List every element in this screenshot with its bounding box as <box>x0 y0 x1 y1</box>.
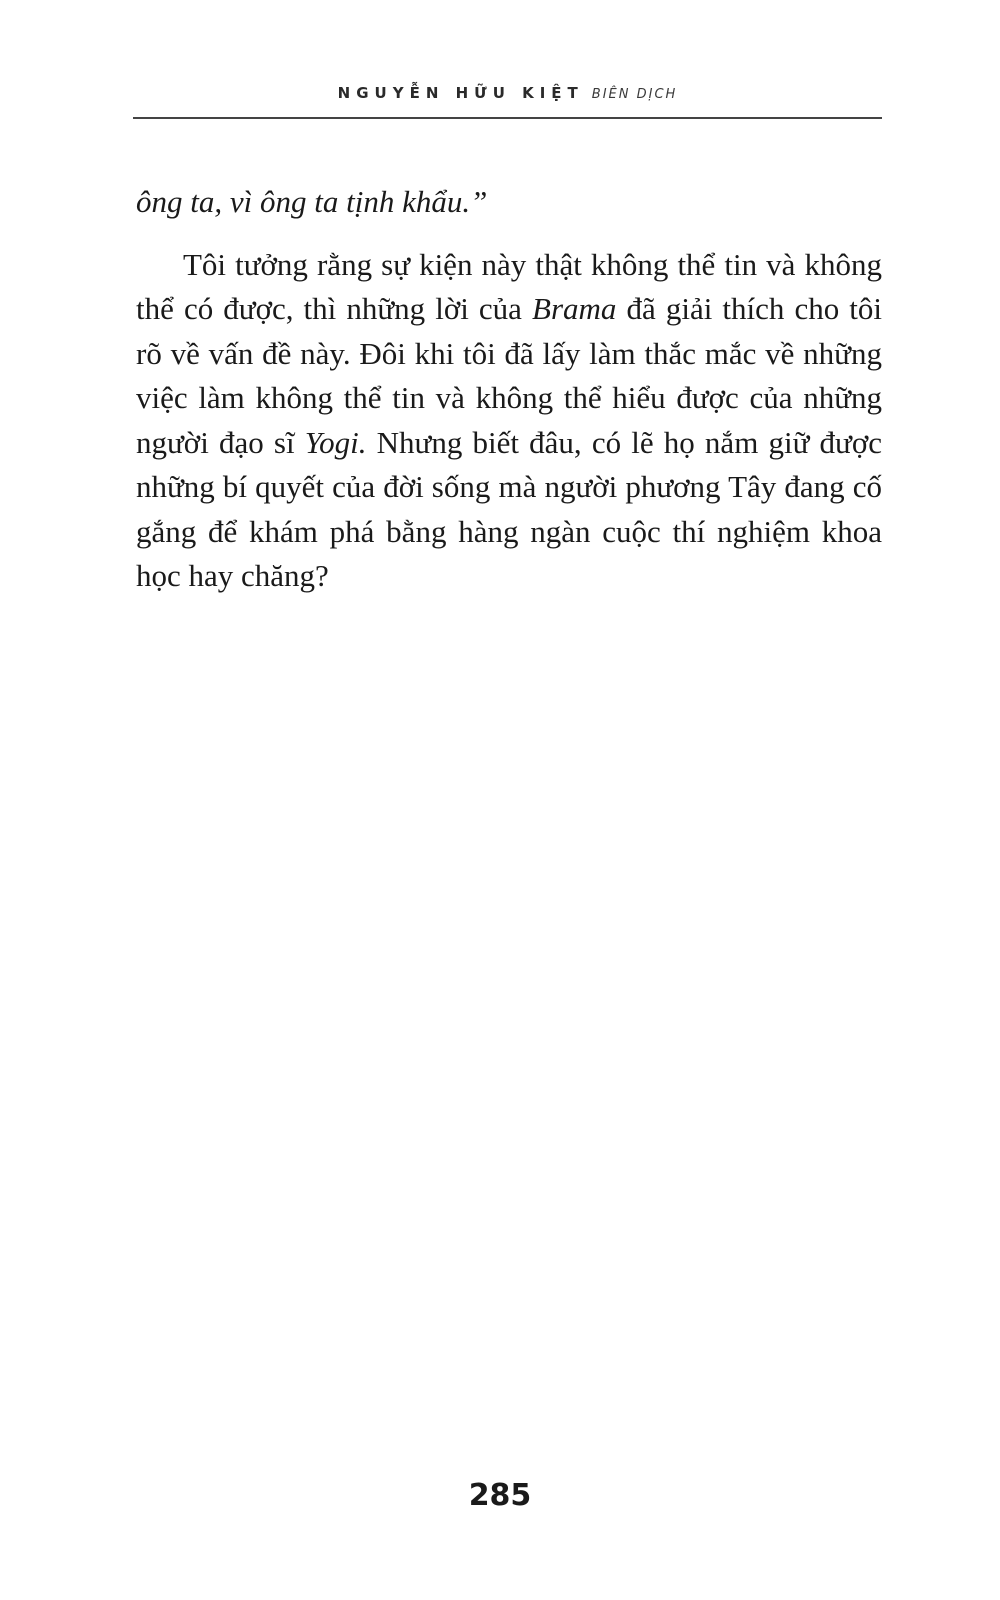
paragraph-text-2: đã giải thích cho tôi rõ về vấn đề này. Đôi khi tôi đã lấy làm thắc mắc về những việc làm không thể tin và không thể hiểu được của những người đạo sĩ <box>136 291 883 460</box>
page-number: 285 <box>468 1478 532 1513</box>
header-role: BIÊN DỊCH <box>591 87 678 102</box>
header-author: NGUYỄN HỮU KIỆT <box>337 84 584 102</box>
continued-quote-line: ông ta, vì ông ta tịnh khẩu.” <box>136 184 488 219</box>
page-body <box>136 180 882 599</box>
header-rule <box>133 117 882 119</box>
body-paragraph <box>136 243 882 599</box>
emphasis-yogi: Yogi. <box>304 424 367 460</box>
running-header <box>133 84 882 103</box>
emphasis-brama: Brama <box>532 291 617 326</box>
paragraph-text-1: Tôi tưởng rằng sự kiện này thật không thể tin và không thể có được, thì những lời của <box>136 246 882 326</box>
paragraph-text-3: Nhưng biết đâu, có lẽ họ nắm giữ được những bí quyết của đời sống mà người phương Tây đang cố gắng để khám phá bằng hàng ngàn cuộc thí nghiệm khoa học hay chăng? <box>136 424 882 593</box>
